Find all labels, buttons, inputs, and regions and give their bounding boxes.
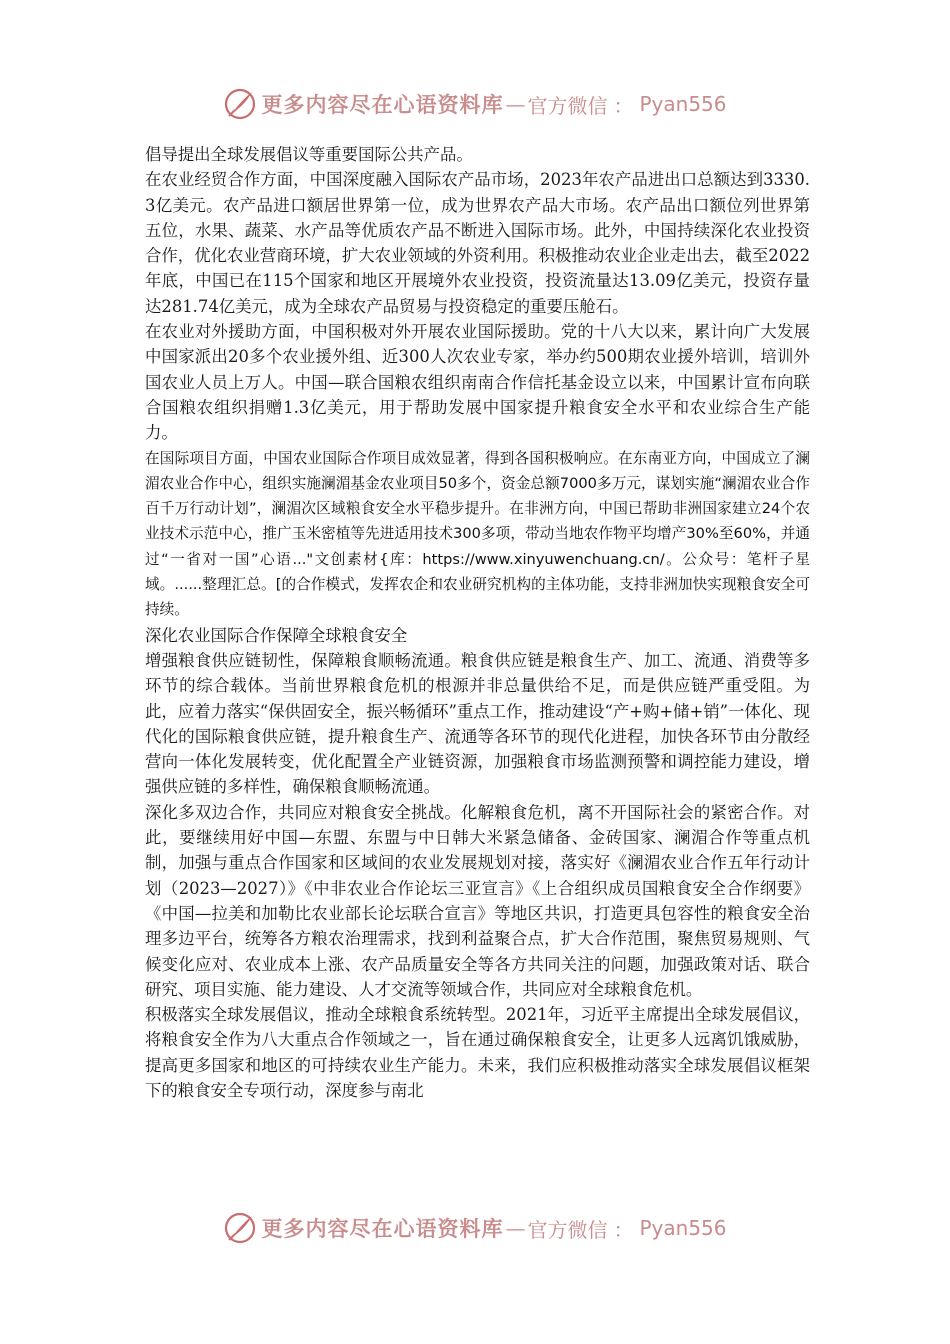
banner-wechat-id: Pyan556 [639, 92, 727, 116]
paragraph: 在农业对外援助方面，中国积极对外开展农业国际援助。党的十八大以来，累计向广大发展中国家派出20多个农业援外组、近300人次农业专家，举办约500期农业援外培训，培训外国农业人员上万人。中国—联合国粮农组织南南合作信托基金设立以来，中国累计宣布向联合国粮农组织捐赠1.3亿美元，用于帮助发展中国家提升粮食安全水平和农业综合生产能力。 [145, 322, 810, 443]
banner-wechat-label: 官方微信 [527, 93, 608, 118]
paragraph: 积极落实全球发展倡议，推动全球粮食系统转型。2021年，习近平主席提出全球发展倡议，将粮食安全作为八大重点合作领域之一，旨在通过确保粮食安全，让更多人远离饥饿威胁，提高更多国家和地区的可持续农业生产能力。未来，我们应积极推动落实全球发展倡议框架下的粮食安全专项行动，深度参与南北 [145, 1005, 810, 1100]
footer-banner [0, 1208, 950, 1248]
banner-wechat-id: Pyan556 [639, 1216, 727, 1240]
banner-wechat-label: 官方微信 [527, 1217, 608, 1242]
paragraph-insert: 在国际项目方面，中国农业国际合作项目成效显著，得到各国积极响应。在东南亚方向，中国成立了澜湄农业合作中心，组织实施澜湄基金农业项目50多个，资金总额7000多万元，谋划实施“澜湄农业合作百千万行动计划”，澜湄次区域粮食安全水平稳步提升。在非洲方向，中国已帮助非洲国家建立24个农业技术示范中心，推广玉米密植等先进适用技术300多项，带动当地农作物平均增产30%至60%，并通过“一省对一国”心语..."文创素材{库：https://www.xinyuwenchuang.cn/。公众号：笔杆子星域。......整理汇总。[的合作模式，发挥农企和农业研究机构的主体功能，支持非洲加快实现粮食安全可持续。 [145, 449, 810, 619]
banner-dash: — [505, 92, 526, 116]
paragraph: 在农业经贸合作方面，中国深度融入国际农产品市场，2023年农产品进出口总额达到3330.3亿美元。农产品进口额居世界第一位，成为世界农产品大市场。农产品出口额位列世界第五位，水果、蔬菜、水产品等优质农产品不断进入国际市场。此外，中国持续深化农业投资合作，优化农业营商环境，扩大农业领域的外资利用。积极推动农业企业走出去，截至2022年底，中国已在115个国家和地区开展境外农业投资，投资流量达13.09亿美元，投资存量达281.74亿美元，成为全球农产品贸易与投资稳定的重要压舱石。 [145, 170, 810, 316]
quill-logo-icon [223, 1211, 257, 1245]
paragraph: 增强粮食供应链韧性，保障粮食顺畅流通。粮食供应链是粮食生产、加工、流通、消费等多环节的综合载体。当前世界粮食危机的根源并非总量供给不足，而是供应链严重受阻。为此，应着力落实“保供固安全，振兴畅循环”重点工作，推动建设“产+购+储+销”一体化、现代化的国际粮食供应链，提升粮食生产、流通等各环节的现代化进程，加快各环节由分散经营向一体化发展转变，优化配置全产业链资源，加强粮食市场监测预警和调控能力建设，增强供应链的多样性，确保粮食顺畅流通。 [145, 650, 810, 797]
paragraph: 深化多双边合作，共同应对粮食安全挑战。化解粮食危机，离不开国际社会的紧密合作。对此，要继续用好中国—东盟、东盟与中日韩大米紧急储备、金砖国家、澜湄合作等重点机制，加强与重点合作国家和区域间的农业发展规划对接，落实好《澜湄农业合作五年行动计划（2023—2027）》《中非农业合作论坛三亚宣言》《上合组织成员国粮食安全合作纲要》《中国—拉美和加勒比农业部长论坛联合宣言》等地区共识，打造更具包容性的粮食安全治理多边平台，统筹各方粮农治理需求，找到利益聚合点，扩大合作范围，聚焦贸易规则、气候变化应对、农业成本上涨、农产品质量安全等各方共同关注的问题，加强政策对话、联合研究、项目实施、能力建设、人才交流等领域合作，共同应对全球粮食危机。 [145, 802, 810, 999]
quill-logo-icon [223, 87, 257, 121]
banner-dash: — [505, 1216, 526, 1240]
banner-brand: 更多内容尽在心语资料库 [261, 92, 504, 117]
header-banner [0, 84, 950, 124]
section-heading: 深化农业国际合作保障全球粮食安全 [145, 625, 408, 645]
banner-separator: ： [613, 1217, 634, 1242]
paragraph: 倡导提出全球发展倡议等重要国际公共产品。 [145, 145, 473, 164]
banner-brand: 更多内容尽在心语资料库 [261, 1216, 504, 1241]
document-body [145, 142, 810, 1103]
banner-separator: ： [613, 93, 634, 118]
